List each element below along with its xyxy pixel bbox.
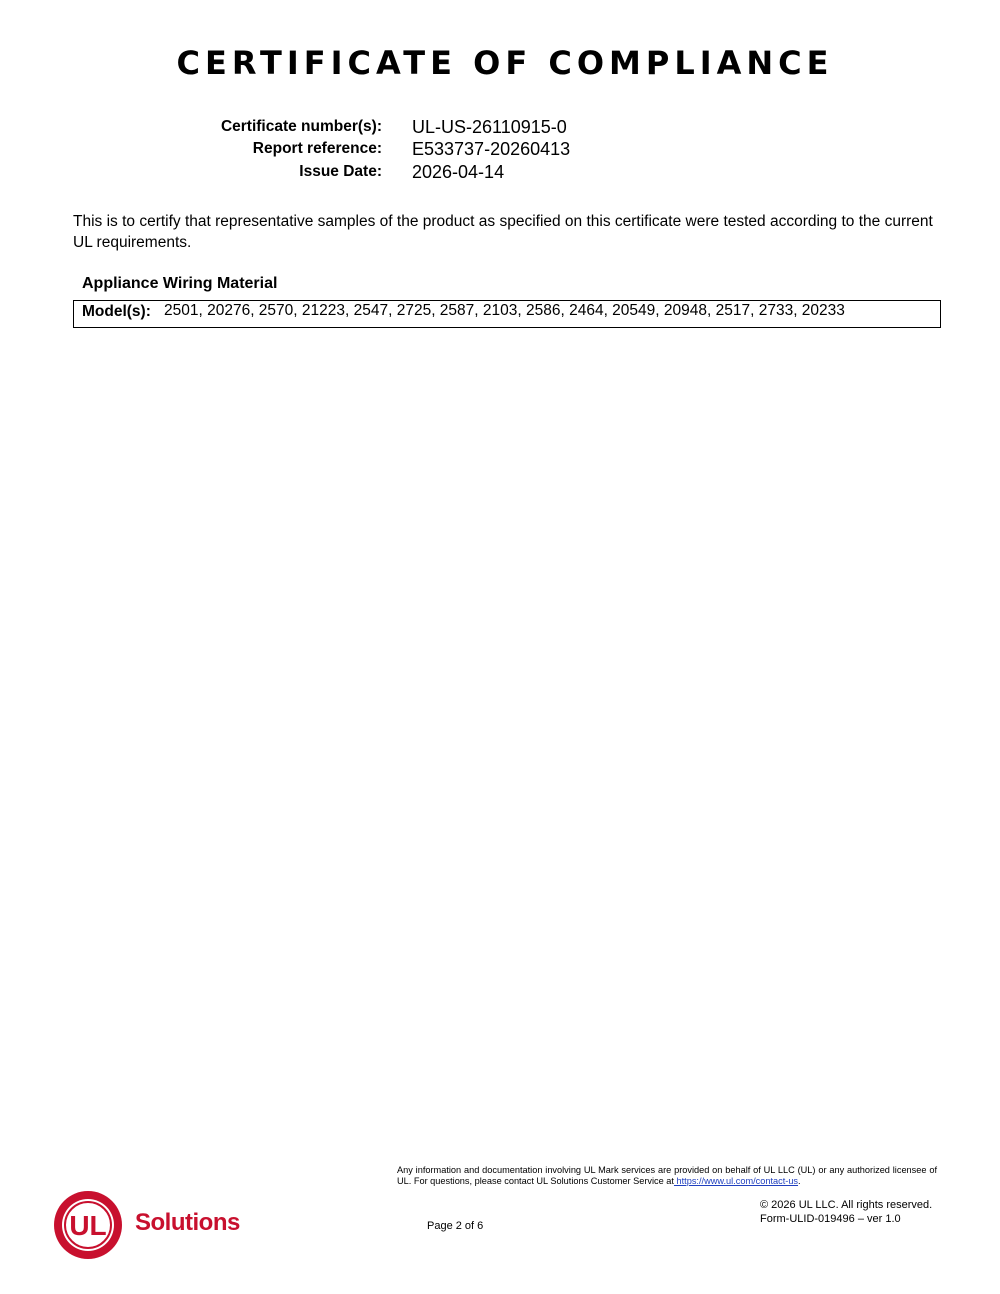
issue-date-row [0,163,1000,185]
issue-date-label: Issue Date: [299,163,382,180]
certificate-number-row [0,118,1000,140]
product-category-heading: Appliance Wiring Material [82,275,278,292]
models-box [73,300,941,328]
report-reference-row [0,140,1000,162]
copyright-notice: © 2026 UL LLC. All rights reserved. [760,1199,933,1211]
certification-statement: This is to certify that representative samples of the product as specified on this certificate were tested according to the current UL requirements. [73,213,933,251]
contact-link[interactable]: https://www.ul.com/contact-us [673,1176,799,1186]
logo-wordmark: Solutions [135,1209,240,1236]
issue-date-value: 2026-04-14 [412,162,505,182]
certificate-number-value: UL-US-26110915-0 [412,117,567,137]
form-id: Form-ULID-019496 – ver 1.0 [760,1213,901,1225]
certificate-title: CERTIFICATE OF COMPLIANCE [176,44,834,82]
ul-logo-icon [50,1187,126,1263]
models-value: 2501, 20276, 2570, 21223, 2547, 2725, 2587, 2103, 2586, 2464, 20549, 20948, 2517, 2733, 20233 [164,302,845,319]
certificate-number-label: Certificate number(s): [220,118,382,135]
report-reference-label: Report reference: [252,140,382,157]
models-label: Model(s): [82,303,151,320]
report-reference-value: E533737-20260413 [412,139,571,159]
page-number: Page 2 of 6 [427,1220,484,1232]
disclaimer-text: Any information and documentation involving UL Mark services are provided on behalf of UL LLC (UL) or any authorized licensee of UL. For questions, please contact UL Solutions Customer Service at [397,1165,937,1186]
disclaimer-end: . [798,1176,801,1186]
footer-disclaimer [397,1165,937,1187]
ul-logo-letters: UL [69,1210,107,1241]
